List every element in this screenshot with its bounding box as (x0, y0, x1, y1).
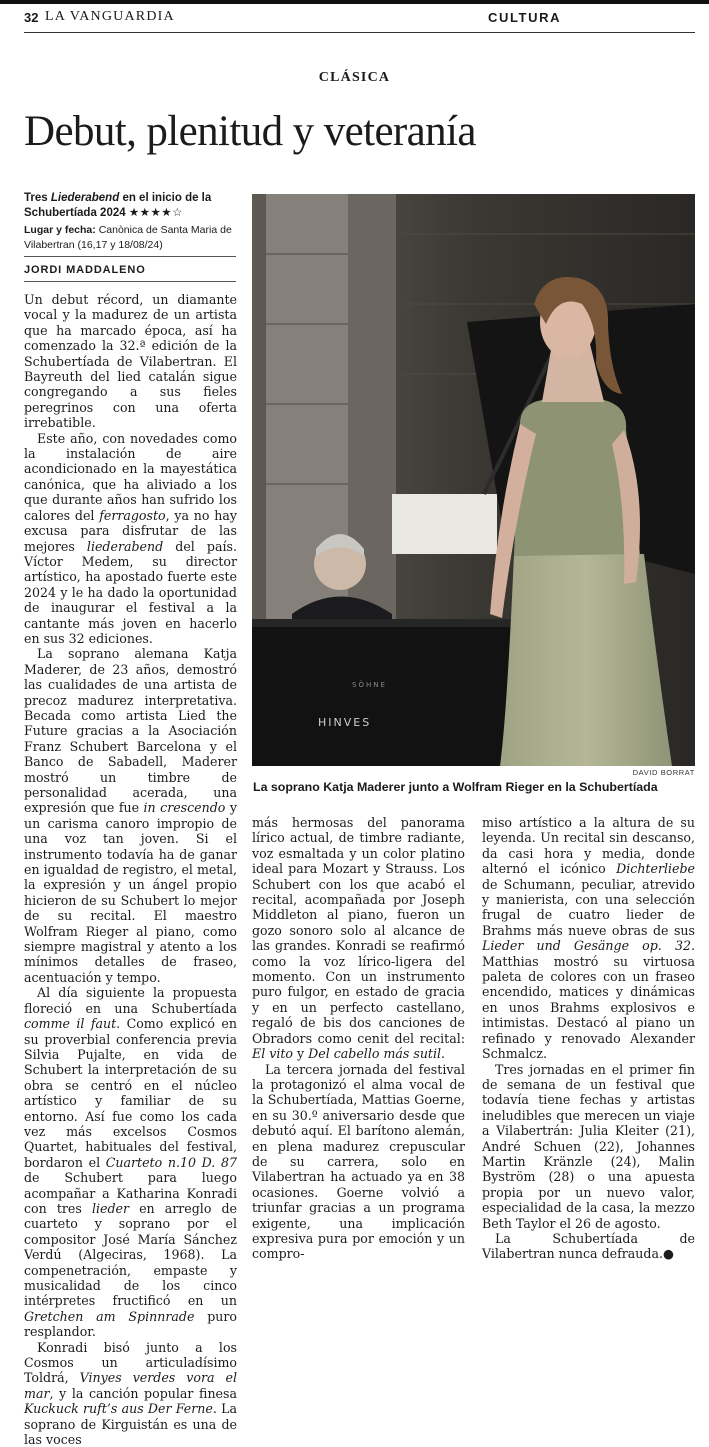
paragraph: Un debut récord, un diamante vocal y la madurez de un artista que ha marcado época, así ha comenzado la 32.ª edición de la Schubertíada de Vilabertran. El Bayreuth del lied catalán sigue congregando a sus fieles peregrinos con una oferta irrebatible. (24, 292, 237, 431)
newspaper-name: LA VANGUARDIA (45, 9, 175, 24)
venue-date-value: Canònica de Santa Maria de Vilabertran (16,17 y 18/08/24) (24, 224, 232, 251)
piano-brand-text: HINVES (318, 716, 372, 729)
photo-credit: DAVID BORRAT (632, 768, 695, 777)
section-name: CULTURA (488, 10, 562, 25)
body-column-2 (252, 815, 465, 1262)
piano-rim (252, 619, 552, 627)
paragraph: Konradi bisó junto a los Cosmos un articuladísimo Toldrá, Vinyes verdes vora el mar, y la canción popular finesa Kuckuck ruft’s aus Der Ferne. La soprano de Kirguistán es una de las voces (24, 1339, 237, 1447)
byline-rule-top (24, 256, 236, 257)
paragraph: miso artístico a la altura de su leyenda. Un recital sin descanso, da casi hora y media, donde alternó el icónico Dichterliebe de Schumann, peculiar, atrevido y manierista, con una selección frugal de cuatro lieder de Brahms más nueve obras de sus Lieder und Gesänge op. 32. Matthias mostró su virtuosa paleta de colores con un fraseo encendido, matices y dinámicas en unos Brahms explosivos e intimistas. Destacó al piano un refinado y renovado Alexander Schmalcz. (482, 815, 695, 1062)
paragraph: La Schubertíada de Vilabertran nunca defrauda.● (482, 1230, 695, 1262)
paragraph: Al día siguiente la propuesta floreció en una Schubertíada comme il faut. Como explicó en su proverbial conferencia previa Silvia Pujalte, en vida de Schubert la interpretación de su obra se centró en el núcleo artístico y familiar de su entorno. Así fue como los cada vez más excelsos Cosmos Quartet, habituales del festival, bordaron el Cuarteto n.10 D. 87 de Schubert para luego acompañar a Katharina Konradi con tres lieder en arreglo de cuarteto y soprano por el compositor José María Sánchez Verdú (Algeciras, 1968). La compenetración, empaste y musicalidad de los cinco intérpretes fructificó en un Gretchen am Spinnrade puro resplandor. (24, 985, 238, 1340)
venue-date-label: Lugar y fecha: (24, 224, 96, 236)
review-title-italic: Liederabend (50, 192, 120, 204)
sheet-music (392, 494, 497, 554)
venue-date (24, 223, 239, 253)
byline: JORDI MADDALENO (24, 264, 146, 276)
paragraph: más hermosas del panorama lírico actual, de timbre radiante, voz esmaltada y un color platino ideal para Mozart y Strauss. Los Schubert con los que acabó el recital, acompañada por Joseph Middleton al piano, fueron un gozo sonoro solo al alcance de las grandes. Konradi se reafirmó como la voz lírico-ligera del momento. Con un instrumento puro fulgor, en estado de gracia y en un perfecto castellano, regaló de bis dos canciones de Obradors como cenit del recital: El vito y Del cabello más sutil. (252, 815, 465, 1062)
body-column-1 (24, 292, 237, 1447)
photo-caption: La soprano Katja Maderer junto a Wolfram Rieger en la Schubertíada (253, 780, 658, 794)
piano-maker-text: SÖHNE (352, 681, 387, 689)
header-rule (24, 32, 695, 33)
paragraph: La tercera jornada del festival la protagonizó el alma vocal de la Schubertíada, Mattias Goerne, en su 30.º aniversario desde que debutó aquí. El barítono alemán, en plena madurez crepuscular de su carrera, solo en Vilabertran ha actuado ya en 38 ocasiones. Goerne volvió a triunfar gracias a un programa exigente, una implicación expresiva pura por emoción y un compro- (252, 1061, 465, 1262)
singer-skirt (500, 554, 672, 766)
paragraph: La soprano alemana Katja Maderer, de 23 años, demostró las cualidades de una artista de precoz madurez interpretativa. Becada como artista Lied the Future gracias a la Asociación Franz Schubert Barcelona y el Banco de Sabadell, Maderer mostró un timbre de personalidad acerada, una expresión que fue in crescendo y un carisma canoro impropio de una voz tan joven. Si el instrumento todavía ha de ganar en igualdad de registro, el metal, la expresión y un ángel propio hicieron de su Schubert lo mejor de su recital. El maestro Wolfram Rieger al piano, como siempre magistral y atento a los mínimos detalles de fraseo, acentuación y tempo. (24, 646, 237, 985)
kicker: CLÁSICA (318, 70, 391, 85)
body-column-3 (482, 815, 695, 1262)
paragraph: Tres jornadas en el primer fin de semana de un festival que todavía tiene fechas y artistas ineludibles que merecen un viaje a Vilabertrán: Julia Kleiter (21), André Schuen (22), Johannes Martin Kränzle (24), Malin Byström (28) o una apuesta propia por un nuevo valor, especialidad de la casa, la mezzo Beth Taylor el 26 de agosto. (482, 1061, 695, 1231)
page-number: 32 (24, 10, 39, 25)
rating-stars: ★★★★☆ (128, 207, 183, 219)
end-mark: ● (662, 1246, 674, 1262)
paragraph: Este año, con novedades como la instalación de aire acondicionado en la mayestática canónica, que ha aliviado a los que durante años han sufrido los calores del ferragosto, ya no hay excusa para disfrutar de las mejores liederabend del país. Víctor Medem, su director artístico, ha apostado fuerte este 2024 y le ha dado la oportunidad de inaugurar el festival a la cantante más joven en hacerlo en sus 32 ediciones. (24, 430, 237, 646)
review-title-text: Tres (24, 192, 51, 204)
headline: Debut, plenitud y veteranía (24, 108, 476, 155)
review-title-text-2: en el inicio de la Schubertíada 2024 (24, 192, 212, 219)
review-title (24, 191, 224, 221)
top-rule (0, 0, 709, 4)
byline-rule-bottom (24, 281, 236, 282)
concert-photo (252, 194, 695, 766)
